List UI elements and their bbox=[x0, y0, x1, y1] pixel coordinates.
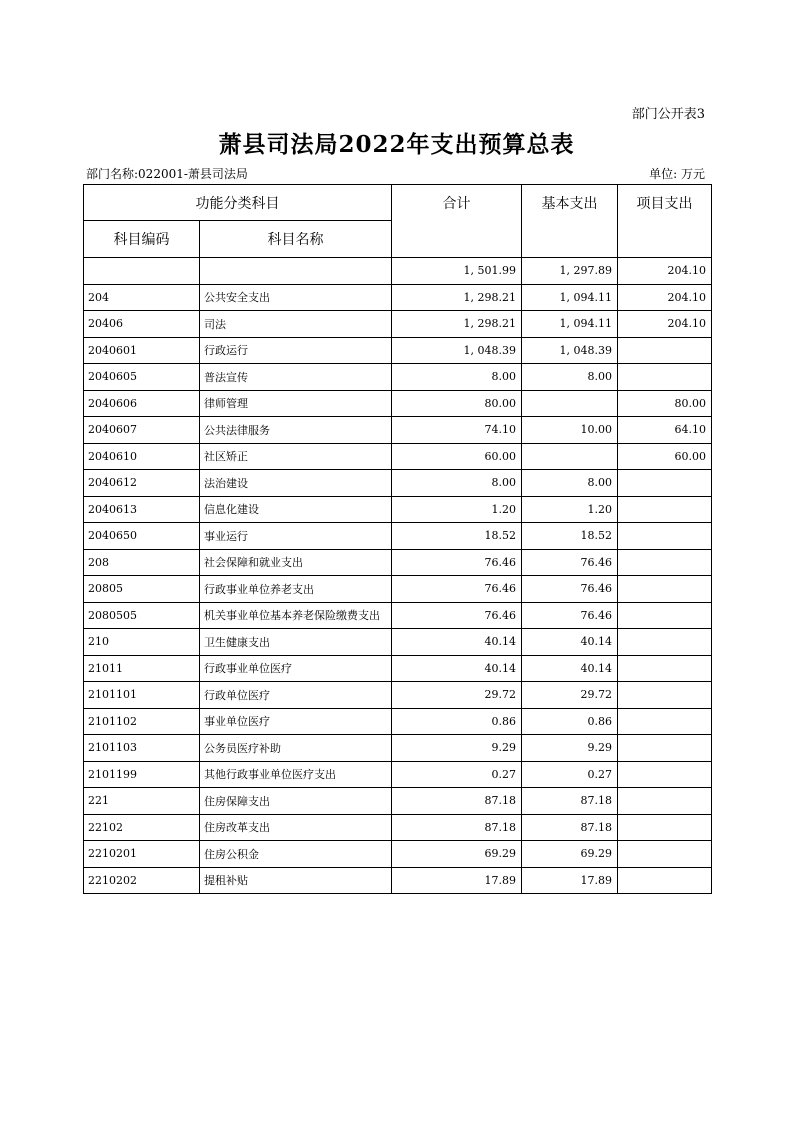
cell-project bbox=[618, 814, 712, 841]
cell-code: 20406 bbox=[84, 311, 200, 338]
cell-project bbox=[618, 337, 712, 364]
table-row bbox=[84, 761, 712, 788]
cell-code: 2040607 bbox=[84, 417, 200, 444]
cell-project bbox=[618, 364, 712, 391]
cell-basic: 40.14 bbox=[522, 655, 618, 682]
cell-basic: 1, 297.89 bbox=[522, 258, 618, 285]
table-row bbox=[84, 841, 712, 868]
cell-total: 40.14 bbox=[392, 655, 522, 682]
table-row bbox=[84, 867, 712, 894]
cell-total: 87.18 bbox=[392, 788, 522, 815]
cell-basic: 9.29 bbox=[522, 735, 618, 762]
cell-total: 60.00 bbox=[392, 443, 522, 470]
cell-code: 2101103 bbox=[84, 735, 200, 762]
cell-name: 信息化建设 bbox=[200, 496, 392, 523]
unit-label: 单位: 万元 bbox=[649, 167, 705, 181]
table-row bbox=[84, 258, 712, 285]
page-title: 萧县司法局2022年支出预算总表 bbox=[218, 131, 575, 158]
cell-name: 公务员医疗补助 bbox=[200, 735, 392, 762]
cell-code: 2101199 bbox=[84, 761, 200, 788]
cell-name: 住房保障支出 bbox=[200, 788, 392, 815]
table-row bbox=[84, 284, 712, 311]
table-row bbox=[84, 655, 712, 682]
cell-name: 住房公积金 bbox=[200, 841, 392, 868]
cell-project bbox=[618, 629, 712, 656]
cell-name: 社会保障和就业支出 bbox=[200, 549, 392, 576]
cell-name: 行政运行 bbox=[200, 337, 392, 364]
cell-total: 69.29 bbox=[392, 841, 522, 868]
cell-project bbox=[618, 735, 712, 762]
cell-code: 2040605 bbox=[84, 364, 200, 391]
table-row bbox=[84, 311, 712, 338]
cell-total: 0.27 bbox=[392, 761, 522, 788]
cell-basic: 18.52 bbox=[522, 523, 618, 550]
header-total: 合计 bbox=[392, 185, 522, 258]
cell-project bbox=[618, 682, 712, 709]
header-project: 项目支出 bbox=[618, 185, 712, 258]
table-row bbox=[84, 443, 712, 470]
cell-code: 2080505 bbox=[84, 602, 200, 629]
cell-total: 76.46 bbox=[392, 602, 522, 629]
cell-basic bbox=[522, 443, 618, 470]
cell-name: 律师管理 bbox=[200, 390, 392, 417]
cell-basic: 69.29 bbox=[522, 841, 618, 868]
cell-basic: 10.00 bbox=[522, 417, 618, 444]
cell-project bbox=[618, 788, 712, 815]
cell-total: 40.14 bbox=[392, 629, 522, 656]
header-function-category: 功能分类科目 bbox=[84, 185, 392, 221]
cell-code: 2040613 bbox=[84, 496, 200, 523]
table-row bbox=[84, 523, 712, 550]
cell-basic: 76.46 bbox=[522, 602, 618, 629]
cell-code: 22102 bbox=[84, 814, 200, 841]
cell-code: 2040601 bbox=[84, 337, 200, 364]
cell-total: 76.46 bbox=[392, 576, 522, 603]
cell-total: 8.00 bbox=[392, 364, 522, 391]
cell-project: 204.10 bbox=[618, 311, 712, 338]
cell-basic: 1, 094.11 bbox=[522, 311, 618, 338]
cell-name: 卫生健康支出 bbox=[200, 629, 392, 656]
cell-code: 210 bbox=[84, 629, 200, 656]
doc-label: 部门公开表3 bbox=[631, 107, 705, 122]
cell-name: 行政事业单位医疗 bbox=[200, 655, 392, 682]
cell-basic: 17.89 bbox=[522, 867, 618, 894]
cell-project: 204.10 bbox=[618, 258, 712, 285]
table-row bbox=[84, 576, 712, 603]
cell-project bbox=[618, 576, 712, 603]
table-row bbox=[84, 629, 712, 656]
table-row bbox=[84, 337, 712, 364]
header-row-1 bbox=[84, 185, 712, 221]
table-row bbox=[84, 364, 712, 391]
cell-code: 2101101 bbox=[84, 682, 200, 709]
cell-total: 74.10 bbox=[392, 417, 522, 444]
cell-total: 29.72 bbox=[392, 682, 522, 709]
cell-name: 行政单位医疗 bbox=[200, 682, 392, 709]
table-row bbox=[84, 470, 712, 497]
cell-total: 9.29 bbox=[392, 735, 522, 762]
cell-basic: 8.00 bbox=[522, 470, 618, 497]
cell-project bbox=[618, 602, 712, 629]
cell-code: 2040610 bbox=[84, 443, 200, 470]
cell-basic: 1, 048.39 bbox=[522, 337, 618, 364]
table-row bbox=[84, 735, 712, 762]
table-row bbox=[84, 708, 712, 735]
header-basic: 基本支出 bbox=[522, 185, 618, 258]
cell-project bbox=[618, 496, 712, 523]
cell-code: 204 bbox=[84, 284, 200, 311]
cell-total: 87.18 bbox=[392, 814, 522, 841]
cell-total: 18.52 bbox=[392, 523, 522, 550]
cell-basic: 8.00 bbox=[522, 364, 618, 391]
cell-code bbox=[84, 258, 200, 285]
cell-project bbox=[618, 523, 712, 550]
cell-project bbox=[618, 761, 712, 788]
table-row bbox=[84, 496, 712, 523]
cell-basic: 0.27 bbox=[522, 761, 618, 788]
cell-name: 行政事业单位养老支出 bbox=[200, 576, 392, 603]
table-row bbox=[84, 682, 712, 709]
cell-code: 2210201 bbox=[84, 841, 200, 868]
cell-total: 1, 048.39 bbox=[392, 337, 522, 364]
cell-basic: 76.46 bbox=[522, 576, 618, 603]
cell-code: 2210202 bbox=[84, 867, 200, 894]
department-name: 部门名称:022001-萧县司法局 bbox=[86, 167, 248, 181]
cell-project bbox=[618, 470, 712, 497]
table-row bbox=[84, 417, 712, 444]
cell-basic: 1, 094.11 bbox=[522, 284, 618, 311]
cell-total: 1, 298.21 bbox=[392, 311, 522, 338]
cell-total: 1, 298.21 bbox=[392, 284, 522, 311]
cell-basic: 29.72 bbox=[522, 682, 618, 709]
cell-name: 住房改革支出 bbox=[200, 814, 392, 841]
header-name: 科目名称 bbox=[200, 221, 392, 258]
cell-project: 60.00 bbox=[618, 443, 712, 470]
cell-code: 2040606 bbox=[84, 390, 200, 417]
cell-name: 其他行政事业单位医疗支出 bbox=[200, 761, 392, 788]
cell-code: 221 bbox=[84, 788, 200, 815]
cell-basic: 76.46 bbox=[522, 549, 618, 576]
cell-total: 80.00 bbox=[392, 390, 522, 417]
cell-name: 事业单位医疗 bbox=[200, 708, 392, 735]
table-row bbox=[84, 788, 712, 815]
cell-basic: 87.18 bbox=[522, 788, 618, 815]
cell-total: 17.89 bbox=[392, 867, 522, 894]
table-row bbox=[84, 390, 712, 417]
cell-basic: 40.14 bbox=[522, 629, 618, 656]
cell-project: 80.00 bbox=[618, 390, 712, 417]
cell-name: 社区矫正 bbox=[200, 443, 392, 470]
cell-total: 76.46 bbox=[392, 549, 522, 576]
cell-project bbox=[618, 867, 712, 894]
cell-total: 1.20 bbox=[392, 496, 522, 523]
cell-name: 公共法律服务 bbox=[200, 417, 392, 444]
cell-total: 1, 501.99 bbox=[392, 258, 522, 285]
cell-name: 机关事业单位基本养老保险缴费支出 bbox=[200, 602, 392, 629]
cell-project: 204.10 bbox=[618, 284, 712, 311]
cell-code: 2040650 bbox=[84, 523, 200, 550]
cell-name: 法治建设 bbox=[200, 470, 392, 497]
cell-code: 208 bbox=[84, 549, 200, 576]
cell-code: 2040612 bbox=[84, 470, 200, 497]
cell-total: 0.86 bbox=[392, 708, 522, 735]
header-code: 科目编码 bbox=[84, 221, 200, 258]
cell-basic bbox=[522, 390, 618, 417]
table-row bbox=[84, 549, 712, 576]
cell-name: 事业运行 bbox=[200, 523, 392, 550]
budget-table bbox=[83, 184, 712, 894]
table-row bbox=[84, 814, 712, 841]
cell-basic: 1.20 bbox=[522, 496, 618, 523]
cell-project bbox=[618, 655, 712, 682]
cell-name bbox=[200, 258, 392, 285]
cell-total: 8.00 bbox=[392, 470, 522, 497]
cell-name: 公共安全支出 bbox=[200, 284, 392, 311]
cell-name: 司法 bbox=[200, 311, 392, 338]
cell-project bbox=[618, 549, 712, 576]
cell-code: 2101102 bbox=[84, 708, 200, 735]
cell-project bbox=[618, 708, 712, 735]
cell-name: 提租补贴 bbox=[200, 867, 392, 894]
cell-basic: 0.86 bbox=[522, 708, 618, 735]
cell-code: 21011 bbox=[84, 655, 200, 682]
cell-project bbox=[618, 841, 712, 868]
cell-name: 普法宣传 bbox=[200, 364, 392, 391]
cell-project: 64.10 bbox=[618, 417, 712, 444]
cell-code: 20805 bbox=[84, 576, 200, 603]
cell-basic: 87.18 bbox=[522, 814, 618, 841]
table-row bbox=[84, 602, 712, 629]
